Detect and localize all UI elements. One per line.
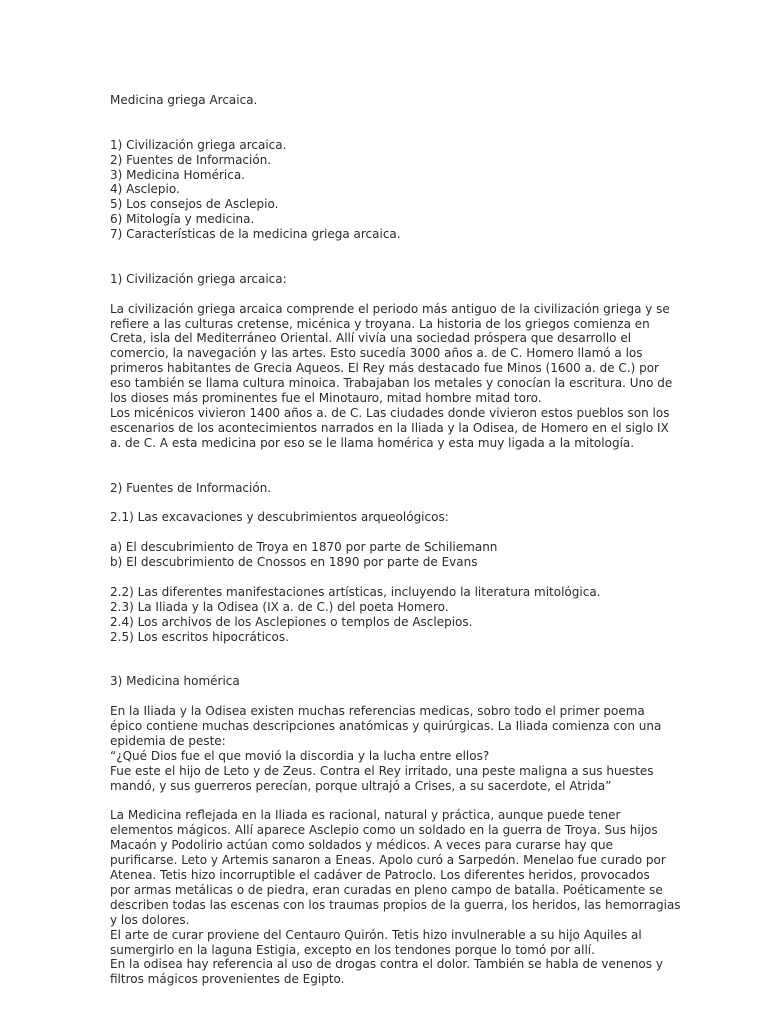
paragraph-line: épico contiene muchas descripciones anatómicas y quirúrgicas. La Iliada comienza con una xyxy=(110,718,662,733)
paragraph-line: El arte de curar proviene del Centauro Quirón. Tetis hizo invulnerable a su hijo Aquiles al xyxy=(110,927,642,942)
section-1-heading: 1) Civilización griega arcaica: xyxy=(110,271,287,286)
toc-item: 2) Fuentes de Información. xyxy=(110,152,272,167)
paragraph-line: En la odisea hay referencia al uso de drogas contra el dolor. También se habla de venenos y xyxy=(110,957,663,972)
toc-item: 4) Asclepio. xyxy=(110,182,180,197)
section-1-paragraph xyxy=(110,301,673,451)
toc-item: 3) Medicina Homérica. xyxy=(110,167,245,182)
table-of-contents xyxy=(110,138,660,242)
paragraph-line: primeros habitantes de Grecia Aqueos. El Rey más destacado fue Minos (1600 a. de C.) por xyxy=(110,361,659,376)
toc-item: 5) Los consejos de Asclepio. xyxy=(110,197,279,212)
list-item: 2.2) Las diferentes manifestaciones artísticas, incluyendo la literatura mitológica. xyxy=(110,584,601,599)
paragraph-line: los dioses más prominentes fue el Minotauro, mitad hombre mitad toro. xyxy=(110,391,542,406)
paragraph-line: En la Iliada y la Odisea existen muchas referencias medicas, sobro todo el primer poema xyxy=(110,704,645,719)
quote-line: “¿Qué Dios fue el que movió la discordia y la lucha entre ellos? xyxy=(110,748,490,763)
list-item: a) El descubrimiento de Troya en 1870 por parte de Schiliemann xyxy=(110,540,498,555)
paragraph-line: epidemia de peste: xyxy=(110,733,226,748)
paragraph-line: Creta, isla del Mediterráneo Oriental. Allí vivía una sociedad próspera que desarrollo el xyxy=(110,331,632,346)
list-item: 2.5) Los escritos hipocráticos. xyxy=(110,629,289,644)
paragraph-line: y los dolores. xyxy=(110,912,190,927)
list-item: 2.3) La Iliada y la Odisea (IX a. de C.) del poeta Homero. xyxy=(110,599,449,614)
toc-item: 6) Mitología y medicina. xyxy=(110,212,255,227)
paragraph-line: escenarios de los acontecimientos narrados en la Iliada y la Odisea, de Homero en el siglo IX xyxy=(110,420,669,435)
paragraph-line: sumergirlo en la laguna Estigia, excepto en los tendones porque lo tomó por allí. xyxy=(110,942,595,957)
quote-line: mandó, y sus guerreros perecían, porque ultrajó a Crises, a su sacerdote, el Atrida” xyxy=(110,778,612,793)
sources-list xyxy=(110,585,660,645)
paragraph-line: Macaón y Podolirio actúan como soldados y médicos. A veces para curarse hay que xyxy=(110,838,614,853)
paragraph-line: Los micénicos vivieron 1400 años a. de C. Las ciudades donde vivieron estos pueblos son los xyxy=(110,405,670,420)
toc-item: 7) Características de la medicina griega arcaica. xyxy=(110,227,401,242)
paragraph-line: refiere a las culturas cretense, micénica y troyana. La historia de los griegos comienza en xyxy=(110,316,650,331)
section-3-paragraph-1 xyxy=(110,704,660,793)
document-page xyxy=(110,93,681,987)
paragraph-line: La civilización griega arcaica comprende el periodo más antiguo de la civilización griega y se xyxy=(110,301,670,316)
paragraph-line: a. de C. A esta medicina por eso se le llama homérica y esta muy ligada a la mitología. xyxy=(110,435,635,450)
discoveries-list xyxy=(110,540,660,570)
list-item: b) El descubrimiento de Cnossos en 1890 por parte de Evans xyxy=(110,555,478,569)
paragraph-line: describen todas las escenas con los traumas propios de la guerra, los heridos, las hemorragias xyxy=(110,897,681,912)
paragraph-line: por armas metálicas o de piedra, eran curadas en pleno campo de batalla. Poéticamente se xyxy=(110,882,663,897)
section-2-heading: 2) Fuentes de Información. xyxy=(110,480,272,495)
paragraph-line: Atenea. Tetis hizo incorruptible el cadáver de Patroclo. Los diferentes heridos, provocados xyxy=(110,867,650,882)
paragraph-line: elementos mágicos. Allí aparece Asclepio como un soldado en la guerra de Troya. Sus hijos xyxy=(110,823,658,838)
list-item: 2.4) Los archivos de los Asclepiones o templos de Asclepios. xyxy=(110,614,473,629)
quote-line: Fue este el hijo de Leto y de Zeus. Contra el Rey irritado, una peste maligna a sus huestes xyxy=(110,763,654,778)
toc-item: 1) Civilización griega arcaica. xyxy=(110,137,287,152)
section-2-1-heading: 2.1) Las excavaciones y descubrimientos arqueológicos: xyxy=(110,510,449,525)
paragraph-line: eso también se llama cultura minoica. Trabajaban los metales y conocían la escritura. Uno de xyxy=(110,376,673,391)
document-title: Medicina griega Arcaica. xyxy=(110,93,258,107)
section-3-paragraph-2 xyxy=(110,808,681,987)
paragraph-line: La Medicina reflejada en la Iliada es racional, natural y práctica, aunque puede tener xyxy=(110,808,621,823)
paragraph-line: filtros mágicos provenientes de Egipto. xyxy=(110,972,345,987)
section-3-heading: 3) Medicina homérica xyxy=(110,674,240,689)
paragraph-line: purificarse. Leto y Artemis sanaron a Eneas. Apolo curó a Sarpedón. Menelao fue curado por xyxy=(110,853,666,868)
paragraph-line: comercio, la navegación y las artes. Esto sucedía 3000 años a. de C. Homero llamó a los xyxy=(110,346,643,361)
